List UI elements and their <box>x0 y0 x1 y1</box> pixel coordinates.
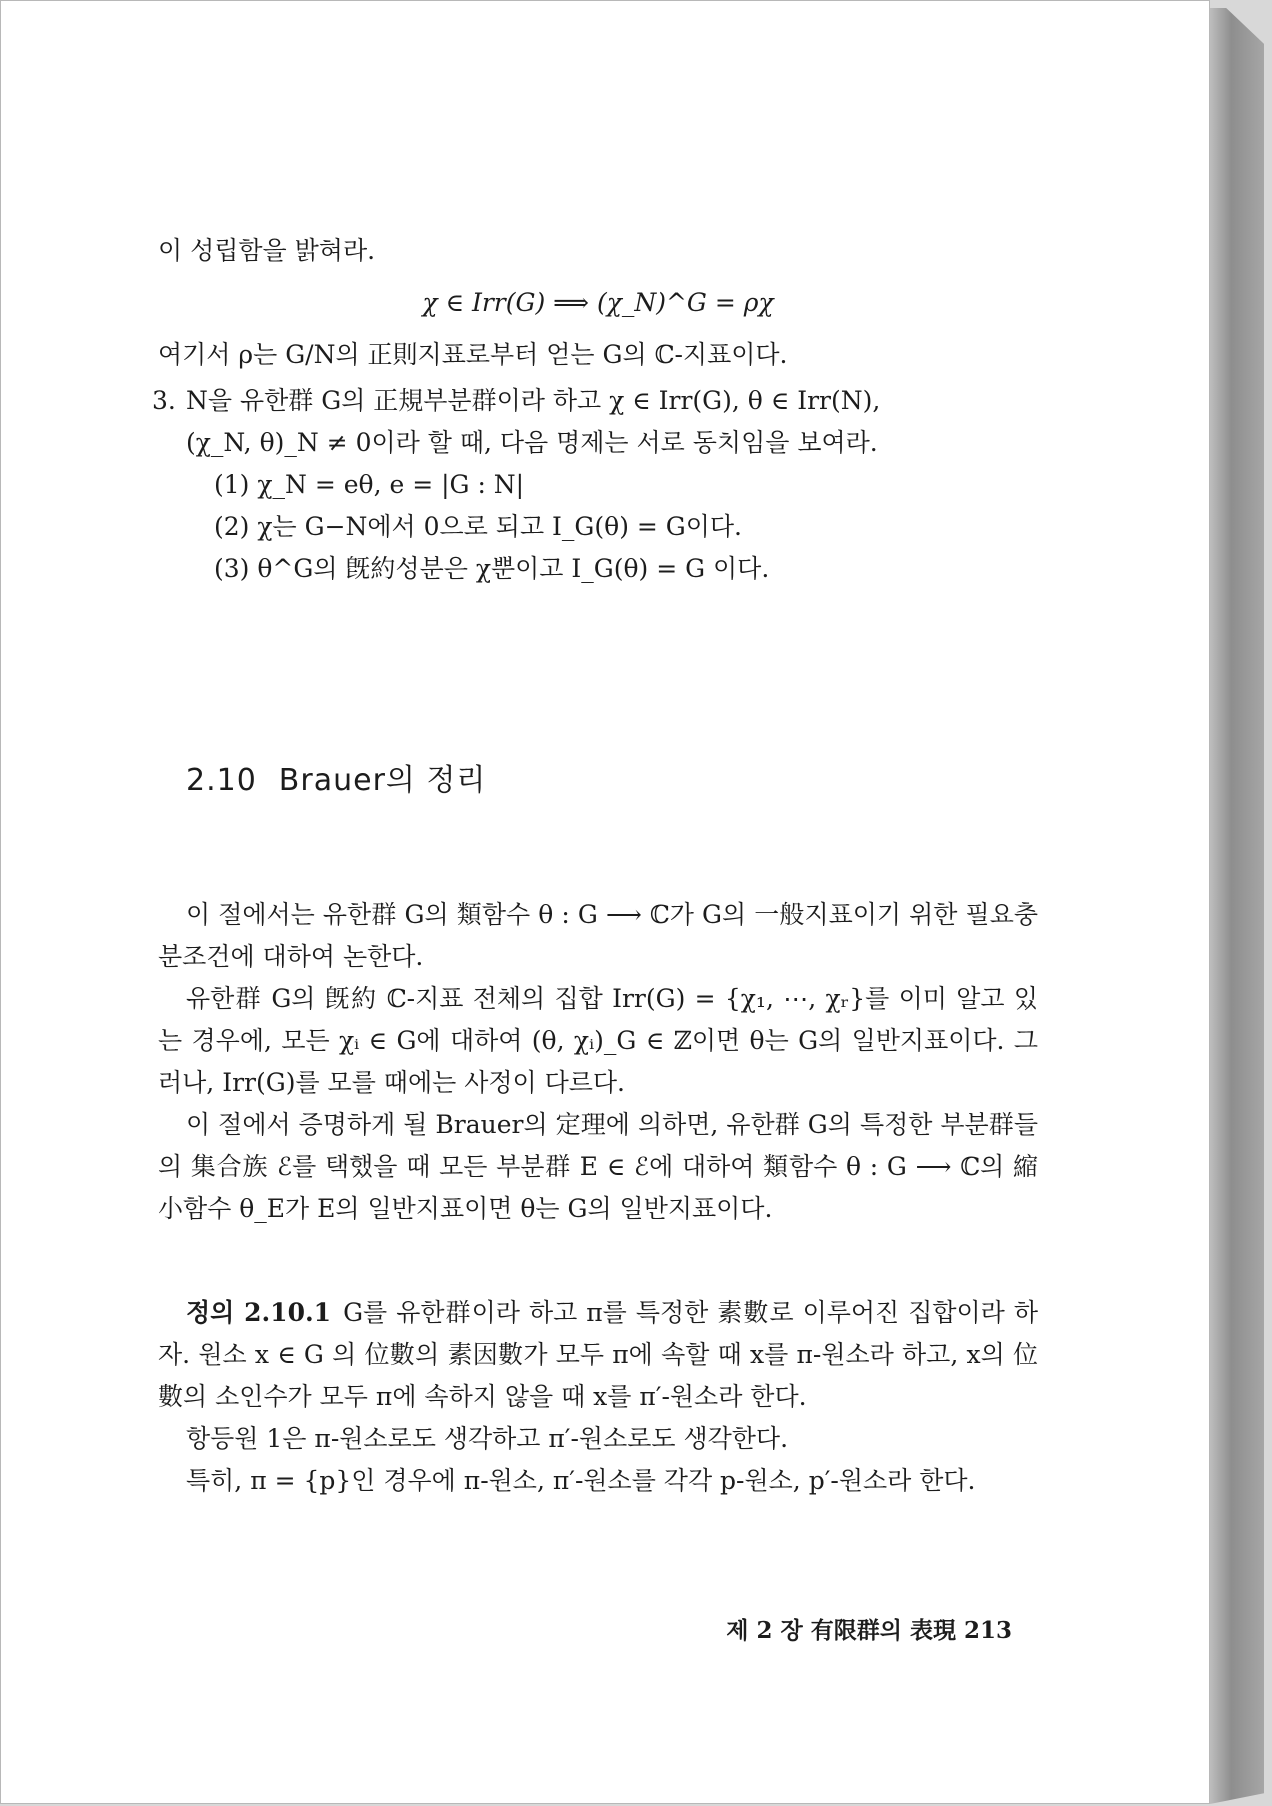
paragraph-3: 이 절에서 증명하게 될 Brauer의 定理에 의하면, 유한群 G의 특정한 부분群들의 集合族 ℰ를 택했을 때 모든 부분群 E ∈ ℰ에 대하여 類함수 θ : G ⟶ ℂ의 縮小함수 θ_E가 E의 일반지표이면 θ는 G의 일반지표이다. <box>158 1110 1038 1223</box>
paragraph-2: 유한群 G의 旣約 ℂ-지표 전체의 집합 Irr(G) = {χ₁, ⋯, χᵣ}를 이미 알고 있는 경우에, 모든 χᵢ ∈ G에 대하여 (θ, χᵢ)_G ∈ ℤ이면 θ는 G의 일반지표이다. 그러나, Irr(G)를 모를 때에는 사정이 다르다. <box>158 984 1038 1097</box>
page-content <box>152 230 1038 1502</box>
paragraph-1: 이 절에서는 유한群 G의 類함수 θ : G ⟶ ℂ가 G의 一般지표이기 위한 필요충분조건에 대하여 논한다. <box>158 900 1038 971</box>
page-footer: 제 2 장 有限群의 表現 213 <box>726 1617 1012 1644</box>
section-number: 2.10 <box>186 763 257 798</box>
after-definition-2: 특히, π = {p}인 경우에 π-원소, π′-원소를 각각 p-원소, p′-원소라 한다. <box>186 1466 976 1495</box>
problem-3 <box>152 380 1038 590</box>
section-heading <box>158 760 1038 802</box>
problem-number: 3. <box>152 386 176 415</box>
problem-item-1: (1) χ_N = eθ, e = |G : N| <box>214 470 525 499</box>
intro-line: 이 성립함을 밝혀라. <box>158 236 376 265</box>
problem-statement-line-2: (χ_N, θ)_N ≠ 0이라 할 때, 다음 명제는 서로 동치임을 보여라. <box>186 428 878 457</box>
formula-note: 여기서 ρ는 G/N의 正則지표로부터 얻는 G의 ℂ-지표이다. <box>158 340 788 369</box>
section-title: Brauer의 정리 <box>278 763 487 798</box>
page-edge-shadow <box>1210 8 1264 1804</box>
centered-formula: χ ∈ Irr(G) ⟹ (χ_N)^G = ρχ <box>422 288 774 317</box>
definition-text: G를 유한群이라 하고 π를 특정한 素數로 이루어진 집합이라 하자. 원소 x ∈ G 의 位數의 素因數가 모두 π에 속할 때 x를 π-원소라 하고, x의 位數의 소인수가 모두 π에 속하지 않을 때 x를 π′-원소라 한다. <box>158 1298 1038 1411</box>
problem-item-2: (2) χ는 G−N에서 0으로 되고 I_G(θ) = G이다. <box>214 512 743 541</box>
after-definition-1: 항등원 1은 π-원소로도 생각하고 π′-원소로도 생각한다. <box>186 1424 789 1453</box>
problem-statement-line-1: N을 유한群 G의 正規부분群이라 하고 χ ∈ Irr(G), θ ∈ Irr(N), <box>186 386 881 415</box>
definition-label: 정의 2.10.1 <box>186 1298 332 1327</box>
definition-block <box>158 1292 1038 1418</box>
problem-item-3: (3) θ^G의 旣約성분은 χ뿐이고 I_G(θ) = G 이다. <box>214 554 770 583</box>
